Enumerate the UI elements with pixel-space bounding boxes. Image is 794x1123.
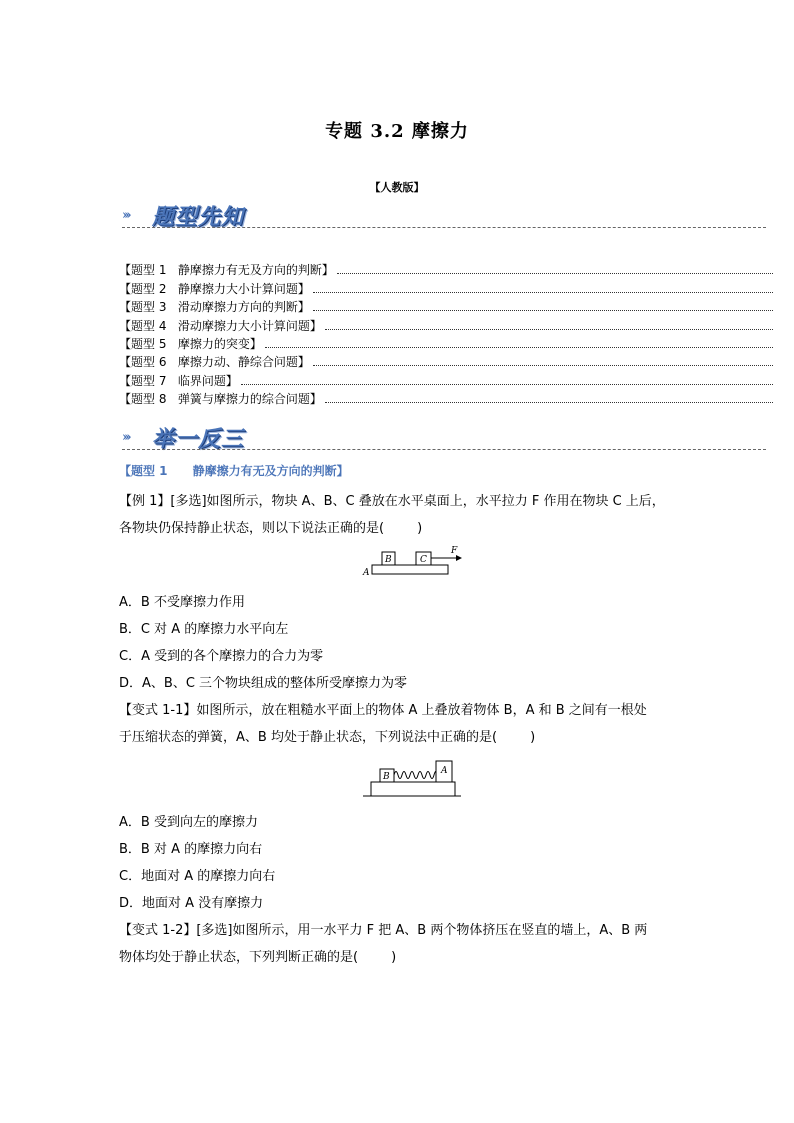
toc-item[interactable]: 【题型 7 临界问题】 (119, 370, 773, 388)
toc-item[interactable]: 【题型 1 静摩擦力有无及方向的判断】 (119, 260, 773, 278)
label-a: A (363, 568, 370, 578)
label-f: F (451, 546, 458, 556)
variant1-stem-line2: 于压缩状态的弹簧，A、B 均处于静止状态，下列说法中正确的是( ) (119, 730, 536, 745)
banner-section-overview (122, 200, 766, 230)
edition-label: 【人教版】 (369, 181, 425, 194)
toc-item[interactable]: 【题型 4 滑动摩擦力大小计算问题】 (119, 315, 773, 333)
variant1-option-b[interactable]: B．B 对 A 的摩擦力向右 (119, 842, 263, 857)
section-heading: 【题型 1 静摩擦力有无及方向的判断】 (119, 464, 349, 478)
page-title: 专题 3.2 摩擦力 (325, 121, 469, 142)
banner-section-practice (122, 422, 766, 452)
example1-stem-line2: 各物块仍保持静止状态，则以下说法正确的是( ) (119, 521, 423, 536)
label-b: B (385, 555, 392, 565)
variant2-stem-line1: 【变式 1-2】[多选]如图所示，用一水平力 F 把 A、B 两个物体挤压在竖直的墙上，A、B 两 (119, 923, 648, 938)
toc-item[interactable]: 【题型 5 摩擦力的突变】 (119, 334, 773, 352)
toc-item[interactable]: 【题型 8 弹簧与摩擦力的综合问题】 (119, 389, 773, 407)
label-c: C (420, 555, 427, 565)
variant1-option-d[interactable]: D．地面对 A 没有摩擦力 (119, 896, 264, 911)
label-a: A (441, 766, 448, 776)
table-of-contents (119, 260, 773, 407)
example1-option-a[interactable]: A．B 不受摩擦力作用 (119, 595, 245, 610)
banner-title: 举一反三 (152, 426, 245, 452)
toc-item[interactable]: 【题型 2 静摩擦力大小计算问题】 (119, 278, 773, 296)
figure-spring-blocks (363, 757, 461, 799)
variant1-stem-line1: 【变式 1-1】如图所示，放在粗糙水平面上的物体 A 上叠放着物体 B，A 和 B 之间有一根处 (119, 703, 647, 718)
divider (122, 227, 766, 228)
arrows-icon: ››› (122, 430, 129, 445)
example1-stem-line1: 【例 1】[多选]如图所示，物块 A、B、C 叠放在水平桌面上，水平拉力 F 作用在物块 C 上后， (119, 494, 665, 509)
variant2-stem-line2: 物体均处于静止状态，下列判断正确的是( ) (119, 950, 397, 965)
variant1-option-c[interactable]: C．地面对 A 的摩擦力向右 (119, 869, 276, 884)
banner-title: 题型先知 (152, 204, 245, 230)
example1-option-c[interactable]: C．A 受到的各个摩擦力的合力为零 (119, 649, 324, 664)
variant1-option-a[interactable]: A．B 受到向左的摩擦力 (119, 815, 258, 830)
divider (122, 449, 766, 450)
figure-stacked-blocks (362, 545, 468, 581)
arrows-icon: ››› (122, 208, 129, 223)
example1-option-d[interactable]: D．A、B、C 三个物块组成的整体所受摩擦力为零 (119, 676, 408, 691)
toc-item[interactable]: 【题型 6 摩擦力动、静综合问题】 (119, 352, 773, 370)
label-b: B (383, 772, 390, 782)
example1-option-b[interactable]: B．C 对 A 的摩擦力水平向左 (119, 622, 289, 637)
toc-item[interactable]: 【题型 3 滑动摩擦力方向的判断】 (119, 297, 773, 315)
